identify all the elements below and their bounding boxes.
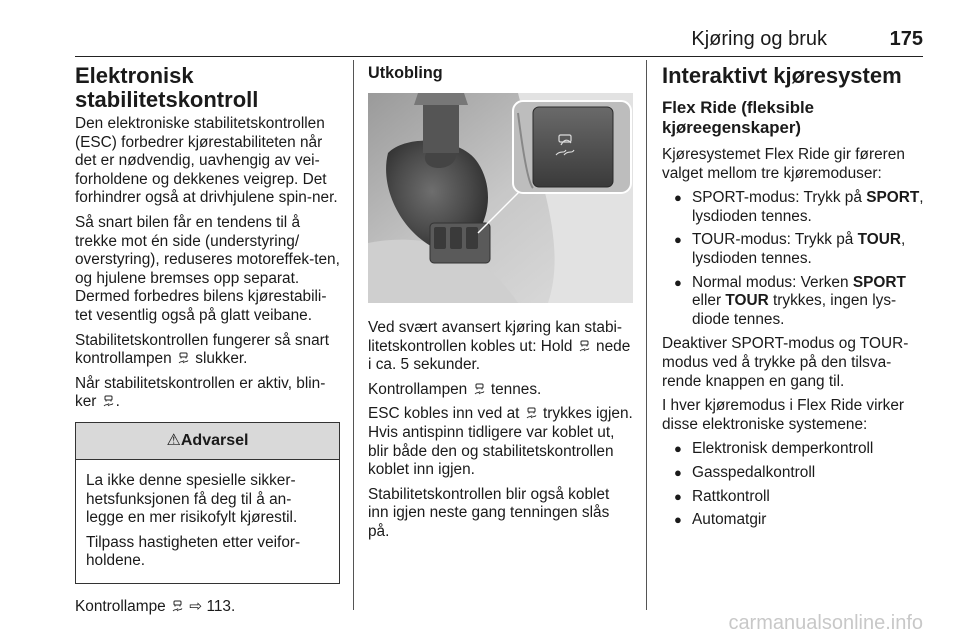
list-item: ● Automatgir [662,511,927,530]
column-divider-1 [353,60,354,610]
list-item: ● SPORT-modus: Trykk på SPORT, lysdioden tennes. [662,189,927,226]
list-item: ● Elektronisk demperkontroll [662,440,927,459]
flexride-intro: Kjøresystemet Flex Ride gir føreren valget mellom tre kjøremoduser: [662,146,905,182]
systems-list [662,440,927,529]
disable-paragraph-2: Kontrollampen tennes. [368,380,542,398]
right-column [662,64,927,536]
disable-paragraph-3: ESC kobles inn ved at trykkes igjen. Hvis antispinn tidligere var koblet ut, blir både den og stabilitetskontrollen koblet inn igjen. [368,405,633,479]
warning-triangle-icon: ⚠ [166,431,181,449]
center-console-photo [368,93,633,303]
section-title: Kjøring og bruk [691,28,827,50]
esc-paragraph-2: Så snart bilen får en tendens til å trekke mot én side (understyring/ overstyring), reduseres motoreffek-ten, og hjulene bremses opp separat. Dermed forbedres bilens kjørestabili-tet vesentlig også på glatt veibane. [75,213,340,324]
warning-title: Advarsel [180,431,249,449]
list-item: ● Gasspedalkontroll [662,464,927,483]
flexride-deactivate: Deaktiver SPORT-modus og TOUR-modus ved å trykke på den tilsva-rende knappen en gang til. [662,335,909,390]
watermark: carmanualsonline.info [728,612,923,634]
esc-paragraph-4: Når stabilitetskontrollen er aktiv, blin-ker . [75,374,326,411]
esc-off-icon [474,383,485,395]
list-item: ● Normal modus: Verken SPORT eller TOUR trykkes, ingen lys-diode tennes. [662,274,927,330]
list-item: ● TOUR-modus: Trykk på TOUR, lysdioden tennes. [662,231,927,268]
warning-text-2: Tilpass hastigheten etter veifor-holdene. [86,533,301,570]
flexride-subheading: Flex Ride (fleksible kjøreegenskaper) [662,98,815,137]
header-rule [75,56,923,57]
page-header [75,24,923,54]
left-column [75,64,340,622]
esc-off-icon [178,352,189,364]
esc-off-icon [103,395,114,407]
indicator-reference: Kontrollampe ⇨ 113. [75,597,236,615]
esc-off-icon [579,340,590,352]
page-ref-number[interactable]: 113. [206,597,236,615]
list-item: ● Rattkontroll [662,488,927,507]
esc-button-inset [513,101,631,193]
esc-paragraph-3: Stabilitetskontrollen fungerer så snart kontrollampen slukker. [75,331,330,368]
flexride-systems-intro: I hver kjøremodus i Flex Ride virker disse elektroniske systemene: [662,397,905,433]
middle-column [368,64,633,548]
warning-body [76,460,339,583]
page-number: 175 [889,28,923,50]
esc-off-icon [526,407,537,419]
esc-heading: Elektronisk stabilitetskontroll [75,63,259,112]
interactive-heading: Interaktivt kjøresystem [662,63,902,88]
esc-intro: Den elektroniske stabilitetskontrollen (ESC) forbedrer kjørestabiliteten når det er nødvendig, uavhengig av vei-forholdene og dekkenes veigrep. Det forhindrer også at drivhjulene spin-ner. [75,115,338,207]
column-divider-2 [646,60,647,610]
page-ref-arrow-icon: ⇨ [189,597,203,615]
warning-header [76,423,339,460]
disable-paragraph-4: Stabilitetskontrollen blir også koblet inn igjen neste gang tenningen slås på. [368,485,610,540]
warning-text-1: La ikke denne spesielle sikker-hetsfunksjonen få deg til å an-legge en mer risikofylt kjørestil. [86,471,298,527]
disable-paragraph-1: Ved svært avansert kjøring kan stabi-litetskontrollen kobles ut: Hold nede i ca. 5 sekunder. [368,319,631,374]
esc-off-icon [172,600,183,612]
disable-heading: Utkobling [368,64,443,82]
warning-box [75,422,340,584]
mode-list [662,189,927,329]
